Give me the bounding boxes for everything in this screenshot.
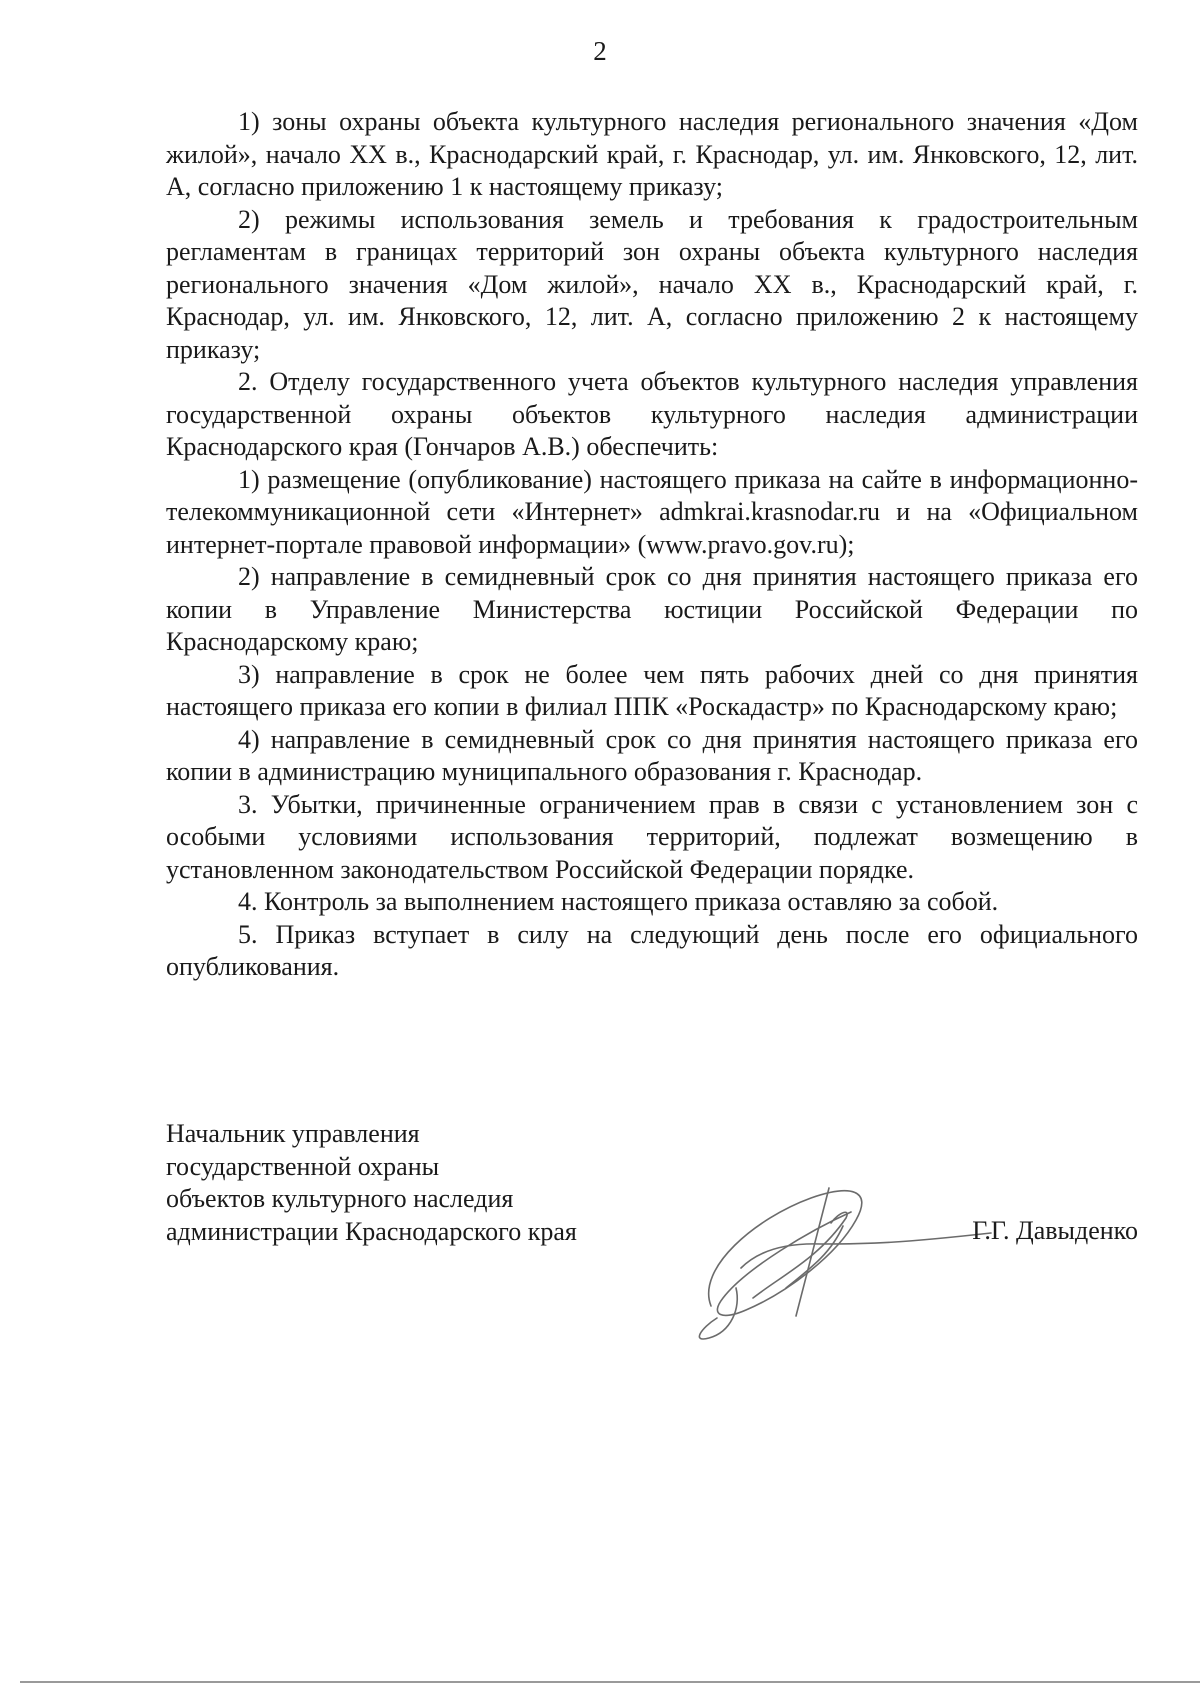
paragraph-1-2: 2) режимы использования земель и требования к градостроительным регламентам в границах территорий зон охраны объекта культурного наследия регионального значения «Дом жилой», начало XX в., Краснодарский край, г. Краснодар, ул. им. Янковского, 12, лит. А, согласно приложению 2 к настоящему приказу; — [166, 204, 1138, 364]
signature-block — [166, 1118, 1138, 1318]
paragraph-1-1: 1) зоны охраны объекта культурного наследия регионального значения «Дом жилой», начало XX в., Краснодарский край, г. Краснодар, ул. им. Янковского, 12, лит. А, согласно приложению 1 к настоящему приказу; — [166, 107, 1138, 201]
paragraph-2-4: 4) направление в семидневный срок со дня принятия настоящего приказа его копии в администрацию муниципального образования г. Краснодар. — [166, 724, 1138, 786]
signer-name: Г.Г. Давыденко — [972, 1216, 1138, 1245]
page-bottom-rule — [20, 1681, 1200, 1683]
signer-position-line-4: администрации Краснодарского края — [166, 1216, 577, 1246]
handwritten-signature — [661, 1148, 1081, 1348]
paragraph-2-2: 2) направление в семидневный срок со дня принятия настоящего приказа его копии в Управление Министерства юстиции Российской Федерации по Краснодарскому краю; — [166, 562, 1138, 656]
paragraph-5: 5. Приказ вступает в силу на следующий день после его официального опубликования. — [166, 919, 1138, 981]
paragraph-2-3: 3) направление в срок не более чем пять рабочих дней со дня принятия настоящего приказа его копии в филиал ППК «Роскадастр» по Краснодарскому краю; — [166, 659, 1138, 721]
signer-position-line-1: Начальник управления — [166, 1119, 420, 1148]
page-number: 2 — [593, 36, 607, 66]
signer-position-line-3: объектов культурного наследия — [166, 1184, 514, 1213]
document-body — [166, 106, 1138, 984]
paragraph-3: 3. Убытки, причиненные ограничением прав в связи с установлением зон с особыми условиями использования территорий, подлежат возмещению в установленном законодательством Российской Федерации порядке. — [166, 789, 1138, 884]
signer-position — [166, 1118, 577, 1248]
signer-position-line-2: государственной охраны — [166, 1151, 440, 1181]
paragraph-2: 2. Отделу государственного учета объектов культурного наследия управления государственной охраны объектов культурного наследия администрации Краснодарского края (Гончаров А.В.) обеспечить: — [166, 367, 1138, 461]
paragraph-4: 4. Контроль за выполнением настоящего приказа оставляю за собой. — [238, 887, 999, 916]
paragraph-2-1: 1) размещение (опубликование) настоящего приказа на сайте в информационно-телекоммуникационной сети «Интернет» admkrai.krasnodar.ru и на «Официальном интернет-портале правовой информации» (www.pravo.gov.ru); — [166, 464, 1138, 559]
